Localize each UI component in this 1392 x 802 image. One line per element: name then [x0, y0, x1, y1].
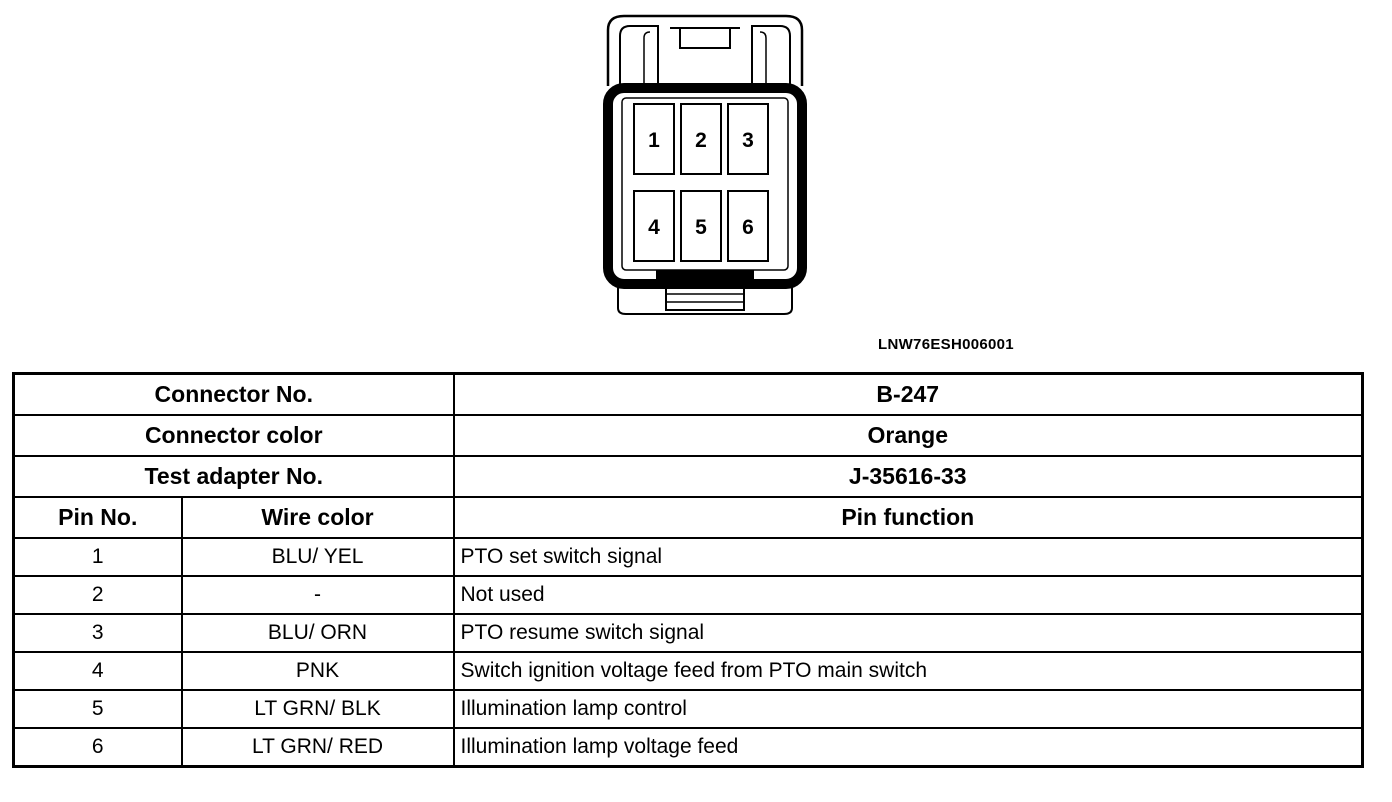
connector-table: [12, 372, 1364, 768]
pin-function-header: Pin function: [454, 497, 1363, 538]
connector-no-value: B-247: [454, 374, 1363, 416]
connector-color-value: Orange: [454, 415, 1363, 456]
table-row: [14, 576, 1363, 614]
pin-no-cell: 5: [14, 690, 182, 728]
test-adapter-value: J-35616-33: [454, 456, 1363, 497]
pin-function-cell: Illumination lamp control: [454, 690, 1363, 728]
pin-no-cell: 4: [14, 652, 182, 690]
connector-color-label: Connector color: [14, 415, 454, 456]
connector-no-row: [14, 374, 1363, 416]
pin-label-2: 2: [695, 129, 707, 152]
pin-function-cell: Switch ignition voltage feed from PTO main switch: [454, 652, 1363, 690]
pin-function-cell: PTO set switch signal: [454, 538, 1363, 576]
pin-no-cell: 2: [14, 576, 182, 614]
pin-no-cell: 1: [14, 538, 182, 576]
wire-color-cell: LT GRN/ RED: [182, 728, 454, 767]
connector-diagram: [600, 8, 810, 328]
pin-function-cell: Not used: [454, 576, 1363, 614]
pin-label-3: 3: [742, 129, 754, 152]
column-header-row: [14, 497, 1363, 538]
test-adapter-label: Test adapter No.: [14, 456, 454, 497]
pin-label-5: 5: [695, 216, 707, 239]
pin-no-header: Pin No.: [14, 497, 182, 538]
connector-color-row: [14, 415, 1363, 456]
figure-code: LNW76ESH006001: [878, 336, 1014, 353]
pin-label-6: 6: [742, 216, 754, 239]
connector-no-label: Connector No.: [14, 374, 454, 416]
table-row: [14, 690, 1363, 728]
pin-function-cell: PTO resume switch signal: [454, 614, 1363, 652]
wire-color-cell: LT GRN/ BLK: [182, 690, 454, 728]
pin-no-cell: 3: [14, 614, 182, 652]
table-row: [14, 538, 1363, 576]
wire-color-cell: PNK: [182, 652, 454, 690]
pin-label-4: 4: [648, 216, 660, 239]
table-row: [14, 728, 1363, 767]
table-row: [14, 652, 1363, 690]
test-adapter-row: [14, 456, 1363, 497]
wire-color-cell: -: [182, 576, 454, 614]
table-row: [14, 614, 1363, 652]
wire-color-cell: BLU/ ORN: [182, 614, 454, 652]
wire-color-header: Wire color: [182, 497, 454, 538]
pin-function-cell: Illumination lamp voltage feed: [454, 728, 1363, 767]
pin-no-cell: 6: [14, 728, 182, 767]
wire-color-cell: BLU/ YEL: [182, 538, 454, 576]
pin-label-1: 1: [648, 129, 660, 152]
